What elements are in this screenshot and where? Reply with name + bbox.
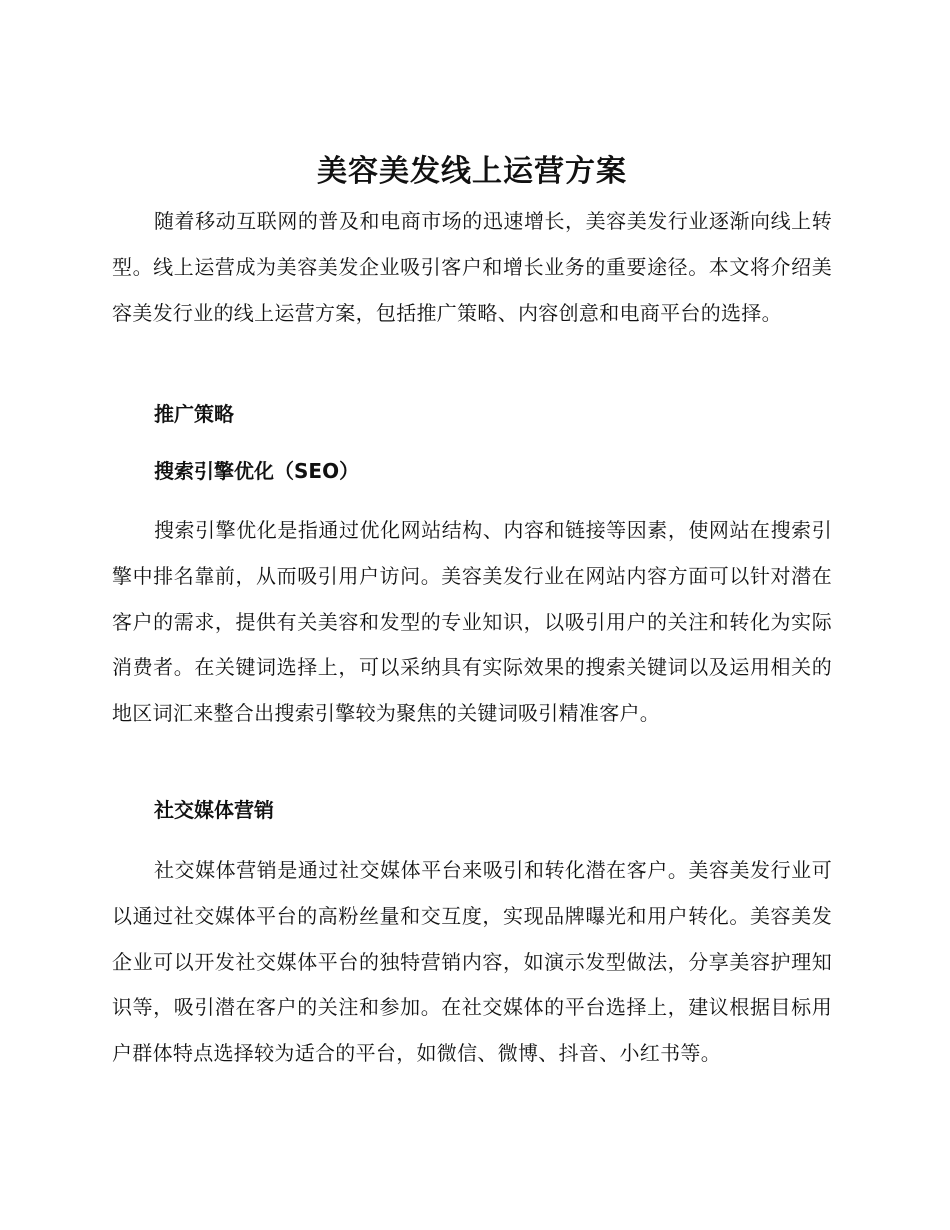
section-heading-social-media: 社交媒体营销 [154, 798, 274, 822]
social-media-paragraph: 社交媒体营销是通过社交媒体平台来吸引和转化潜在客户。美容美发行业可以通过社交媒体平台的高粉丝量和交互度，实现品牌曝光和用户转化。美容美发企业可以开发社交媒体平台的独特营销内容，如演示发型做法，分享美容护理知识等，吸引潜在客户的关注和参加。在社交媒体的平台选择上，建议根据目标用户群体特点选择较为适合的平台，如微信、微博、抖音、小红书等。 [112, 858, 832, 1066]
seo-paragraph: 搜索引擎优化是指通过优化网站结构、内容和链接等因素，使网站在搜索引擎中排名靠前，从而吸引用户访问。美容美发行业在网站内容方面可以针对潜在客户的需求，提供有关美容和发型的专业知识，以吸引用户的关注和转化为实际消费者。在关键词选择上，可以采纳具有实际效果的搜索关键词以及运用相关的地区词汇来整合出搜索引擎较为聚焦的关键词吸引精准客户。 [112, 518, 832, 726]
section-heading-seo: 搜索引擎优化（SEO） [154, 459, 360, 483]
section-heading-promotion: 推广策略 [154, 402, 234, 426]
page-title: 美容美发线上运营方案 [317, 154, 627, 189]
intro-paragraph: 随着移动互联网的普及和电商市场的迅速增长，美容美发行业逐渐向线上转型。线上运营成为美容美发企业吸引客户和增长业务的重要途径。本文将介绍美容美发行业的线上运营方案，包括推广策略、内容创意和电商平台的选择。 [112, 209, 832, 325]
